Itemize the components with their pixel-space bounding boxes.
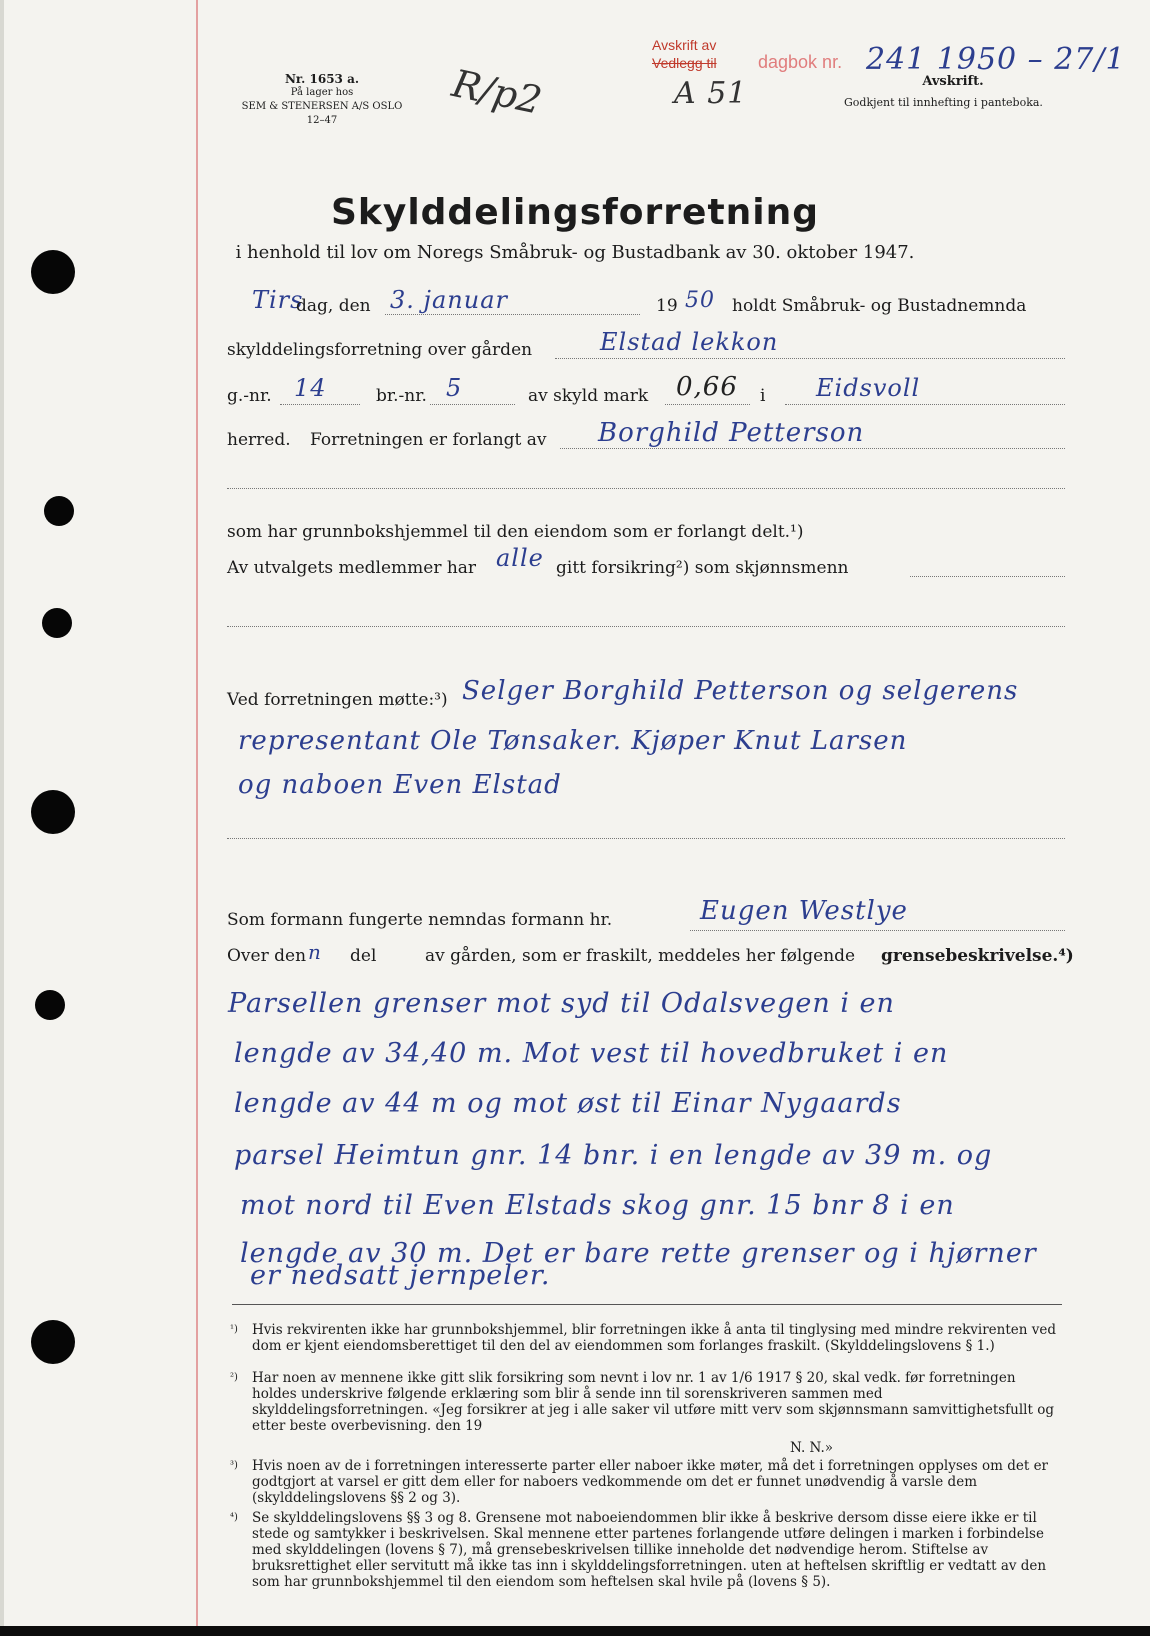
printer-name: SEM & STENERSEN A/S OSLO — [241, 101, 403, 112]
grense-label: grensebeskrivelse.⁴) — [881, 946, 1074, 966]
initials: R/p2 — [448, 61, 546, 123]
form-number: Nr. 1653 a. — [284, 72, 360, 86]
utvalg-value: alle — [496, 544, 544, 572]
dagbok-label: dagbok nr. — [758, 52, 843, 72]
red-stamp — [652, 36, 717, 72]
farm-name: Elstad lekkon — [600, 328, 779, 356]
footnote-number: ¹) — [230, 1324, 238, 1335]
attendee-line: Selger Borghild Petterson og selgerens — [462, 676, 1019, 706]
dotted-line — [227, 626, 1065, 627]
punch-hole — [31, 790, 75, 834]
boundary-line: er nedsatt jernpeler. — [250, 1260, 551, 1291]
punch-hole — [42, 608, 72, 638]
gnr-value: 14 — [294, 374, 327, 402]
document-title: Skylddelingsforretning — [330, 192, 820, 233]
footnote — [230, 1370, 1060, 1434]
boundary-line: lengde av 34,40 m. Mot vest til hovedbruket i en — [234, 1038, 949, 1069]
footnote-text: Hvis noen av de i forretningen interesserte parter eller naboer ikke møter, må det i forretningen opplyses om det er godtgjort at varsel er gitt dem eller for naboers vedkommende om det er funnet unødvendig å varsle dem (skylddelingslovens §§ 2 og 3). — [252, 1458, 1049, 1506]
footnote — [230, 1510, 1060, 1590]
skyld-label: av skyld mark — [528, 386, 649, 406]
dotted-line — [430, 404, 515, 405]
punch-hole — [31, 1320, 75, 1364]
boundary-line: parsel Heimtun gnr. 14 bnr. i en lengde av 39 m. og — [234, 1140, 993, 1171]
footnote-text: N. N.» — [790, 1440, 834, 1456]
utvalg-label: Av utvalgets medlemmer har — [227, 558, 477, 578]
footnote-text: Hvis rekvirenten ikke har grunnbokshjemmel, blir forretningen ikke å anta til tinglysing med mindre rekvirenten ved dom er kjent eiendomsberettiget til den del av eiendommen som forlanges fraskilt. (Skylddelingslovens § 1.) — [252, 1322, 1057, 1354]
avskrift-label: Avskrift. — [922, 74, 984, 89]
document-subtitle: i henhold til lov om Noregs Småbruk- og Bustadbank av 30. oktober 1947. — [235, 242, 915, 263]
dagbok-number: 241 1950 – 27/1 — [866, 42, 1126, 77]
date-value: 3. januar — [390, 286, 508, 314]
footnote — [230, 1458, 1060, 1506]
bnr-value: 5 — [446, 374, 463, 402]
footnote-number: ²) — [230, 1372, 238, 1383]
dotted-line — [785, 404, 1065, 405]
boundary-line: Parsellen grenser mot syd til Odalsvegen i en — [228, 988, 895, 1019]
footnote — [230, 1322, 1060, 1354]
gnr-label: g.-nr. — [227, 386, 272, 406]
dotted-line — [280, 404, 360, 405]
dotted-line — [560, 448, 1065, 449]
del-label: del — [350, 946, 377, 966]
held-text: holdt Småbruk- og Bustadnemnda — [732, 296, 1027, 316]
requester-name: Borghild Petterson — [598, 418, 865, 448]
boundary-line: lengde av 30 m. Det er bare rette grenser og i hjørner — [240, 1238, 1037, 1269]
dotted-line — [665, 404, 750, 405]
herred-label: herred. — [227, 430, 291, 450]
year-prefix: 19 — [656, 296, 678, 316]
attendee-line: og naboen Even Elstad — [238, 770, 562, 800]
formann-label: Som formann fungerte nemndas formann hr. — [227, 910, 613, 930]
printer-code: 12–47 — [306, 115, 338, 126]
punch-hole — [35, 990, 65, 1020]
weekday-suffix: dag, den — [296, 296, 371, 316]
i-label: i — [760, 386, 766, 406]
dotted-line — [385, 314, 640, 315]
motte-label: Ved forretningen møtte:³) — [227, 690, 448, 710]
dotted-line — [690, 930, 1065, 931]
footnote — [790, 1440, 910, 1456]
formann-name: Eugen Westlye — [700, 896, 908, 926]
forlangt-label: Forretningen er forlangt av — [310, 430, 547, 450]
year-value: 50 — [685, 288, 715, 313]
dotted-line — [227, 838, 1065, 839]
over-garden-label: skylddelingsforretning over gården — [227, 340, 533, 360]
stamp-number: A 51 — [674, 76, 748, 111]
footnote-text: Har noen av mennene ikke gitt slik forsikring som nevnt i lov nr. 1 av 1/6 1917 § 20, skal vedk. før forretningen holdes underskrive følgende erklæring som blir å sende inn til sorenskriveren sammen med skylddelingsforretningen. «Jeg forsikrer at jeg i alle saker vil utføre mitt verv som skjønnsmann samvittighetsfullt og etter beste overbevisning. den 19 — [252, 1370, 1054, 1434]
attendee-line: representant Ole Tønsaker. Kjøper Knut Larsen — [238, 726, 908, 756]
stamp-vedlegg-til: Vedlegg til — [652, 55, 717, 71]
bottom-edge — [0, 1626, 1150, 1636]
punch-hole — [44, 496, 74, 526]
dotted-line — [910, 576, 1065, 577]
godkjent-note: Godkjent til innhefting i panteboka. — [844, 96, 1043, 109]
footnote-divider — [232, 1304, 1062, 1305]
over-del-label: Over den — [227, 946, 307, 966]
municipality: Eidsvoll — [816, 374, 921, 402]
fraskilt-text: av gården, som er fraskilt, meddeles her følgende — [425, 946, 856, 966]
printer-line: På lager hos — [290, 87, 354, 98]
skyld-value: 0,66 — [676, 372, 738, 402]
hjemmel-text: som har grunnbokshjemmel til den eiendom som er forlangt delt.¹) — [227, 522, 804, 542]
dotted-line — [227, 488, 1065, 489]
bnr-label: br.-nr. — [376, 386, 427, 406]
footnote-number: ³) — [230, 1460, 238, 1471]
boundary-line: lengde av 44 m og mot øst til Einar Nygaards — [234, 1088, 902, 1119]
weekday: Tirs — [252, 286, 304, 314]
footnote-number: ⁴) — [230, 1512, 238, 1523]
utvalg-post: gitt forsikring²) som skjønnsmenn — [556, 558, 849, 578]
boundary-line: mot nord til Even Elstads skog gnr. 15 bnr 8 i en — [240, 1190, 955, 1221]
printer-imprint — [232, 72, 412, 128]
footnote-text: Se skylddelingslovens §§ 3 og 8. Grensene mot naboeiendommen blir ikke å beskrive dersom disse eiere ikke er til stede og samtykker i beskrivelsen. Skal mennene etter partenes forlangende utføre delingen i marken i forbindelse med skylddelingen (lovens § 7), må grensebeskrivelsen tillike inneholde det nødvendige herom. Stiftelse av bruksrettighet eller servitutt må ikke tas inn i skylddelingsforretningen. uten at heftelsen skriftlig er vedtatt av den som har grunnbokshjemmel til den eiendom som heftelsen skal hvile på (lovens § 5). — [252, 1510, 1047, 1590]
stamp-avskrift-av: Avskrift av — [652, 37, 717, 53]
dotted-line — [555, 358, 1065, 359]
over-del-n: n — [308, 940, 322, 964]
